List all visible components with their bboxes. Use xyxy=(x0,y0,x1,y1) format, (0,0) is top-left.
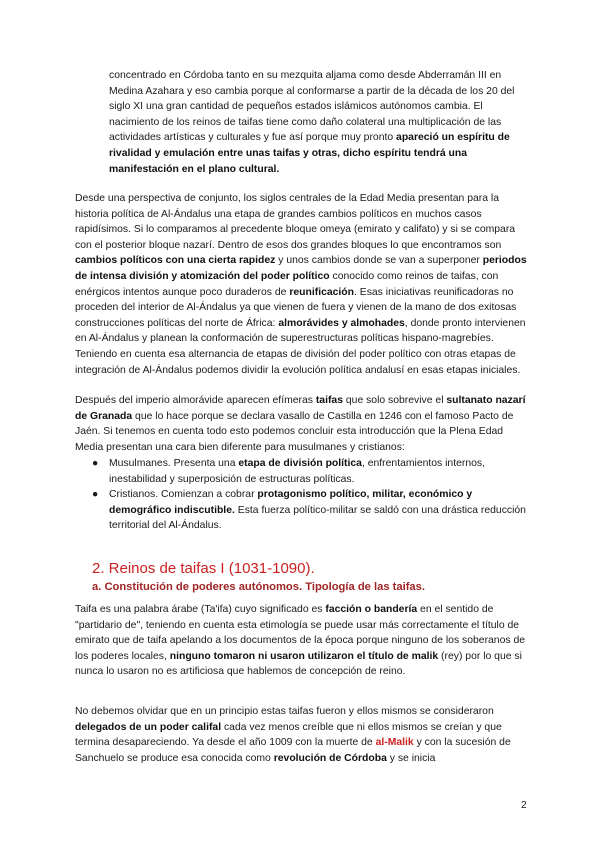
text-run: Después del imperio almorávide aparecen efímeras xyxy=(75,395,316,406)
text-run: , donde pronto intervienen en Al-Ándalus y planean la conformación de superestructuras políticas hispano-magrebíes. Teniendo en cuenta esa alternancia de etapas de división del poder político con otras etapas de integración de Al-Ándalus podemos dividir la evolución política andalusí en esas etapas iniciales. xyxy=(75,317,526,376)
section-heading: 2. Reinos de taifas I (1031-1090). xyxy=(92,560,315,577)
text-run: Esta fuerza político-militar se saldó con una drástica reducción territorial del Al-Ándalus. xyxy=(109,504,526,532)
text-run: . Esas iniciativas reunificadoras no proceden del interior de Al-Ándalus ya que vienen de fuera y vienen de la mano de dos exitosas construcciones políticas del norte de África: xyxy=(75,286,517,329)
subsection-heading: a. Constitución de poderes autónomos. Tipología de las taifas. xyxy=(92,581,425,593)
bold-run: delegados de un poder califal xyxy=(75,721,222,733)
bold-run: facción o bandería xyxy=(325,604,418,615)
bold-run: etapa de división política xyxy=(238,458,362,469)
paragraph-after-almoravid xyxy=(75,393,527,455)
text-run: Musulmanes. Presenta una xyxy=(109,458,239,469)
bold-run: apareció un espíritu de rivalidad y emulación entre unas taifas y otras, dicho espíritu tendrá una manifestación en el plano cultural. xyxy=(109,132,510,175)
bold-run: ninguno tomaron ni usaron utilizaron el título de malik xyxy=(169,650,439,662)
text-run: Cristianos. Comienzan a cobrar xyxy=(109,489,258,501)
bold-run: periodos de intensa división y atomización del poder político xyxy=(75,255,527,282)
text-run: cada vez menos creíble que ni ellos mismos se creían y que termina desapareciendo. Ya desde el año 1009 con la muerte de xyxy=(75,721,502,749)
bold-run: taifas xyxy=(315,395,343,406)
text-run: que lo hace porque se declara vasallo de Castilla en 1246 con el famoso Pacto de Jaén. Si tenemos en cuenta todo esto podemos concluir esta introducción que la Plena Edad Media presentan una cara bien diferente para musulmanes y cristianos: xyxy=(75,410,514,453)
text-run: conocido como reinos de taifas, con enérgicos intentos aunque poco duraderos de xyxy=(75,270,499,298)
paragraph-overview xyxy=(75,191,527,378)
text-run: y se inicia xyxy=(386,752,436,764)
text-run: en el sentido de "partidario de", teniendo en cuenta esta etimología se puede usar más correctamente el título de emirato que de taifa apelando a los documentos de la época porque ninguno de los soberanos de los poderes locales, xyxy=(75,604,526,662)
text-run: Desde una perspectiva de conjunto, los siglos centrales de la Edad Media presentan para la historia política de Al-Ándalus una etapa de grandes cambios políticos en muchos casos rapidísimos. Si lo comparamos al precedente bloque omeya (emirato y califato) y si se compara con el posterior bloque nazarí. Dentro de esos dos grandes bloques lo que encontramos son xyxy=(75,193,516,251)
page-number: 2 xyxy=(521,800,527,811)
bold-run: sultanato nazarí de Granada xyxy=(75,395,526,422)
bold-run: almorávides y almohades xyxy=(278,317,405,329)
list-item xyxy=(92,456,527,487)
text-run: y unos cambios donde se van a superponer xyxy=(275,255,483,267)
highlighted-run: al-Malik xyxy=(375,737,414,749)
text-run: (rey) por lo que si nunca lo usaron no es artificiosa que hablemos de concepción de reino. xyxy=(75,650,522,678)
bold-run: reunificación xyxy=(289,286,354,298)
text-run: concentrado en Córdoba tanto en su mezquita aljama como desde Abderramán III en Medina Azahara y eso cambia porque al conformarse a partir de la década de los 20 del siglo XI una gran cantidad de pequeños estados islámicos autónomos cambia. El nacimiento de los reinos de taifas tiene como daño colateral una multiplicación de las actividades artísticas y culturales y fue así porque muy pronto xyxy=(109,70,515,144)
bold-run: revolución de Córdoba xyxy=(273,752,387,764)
indented-quote-paragraph xyxy=(109,68,527,177)
list-item xyxy=(92,487,527,534)
text-run: , enfrentamientos internos, inestabilidad y superposición de estructuras políticas. xyxy=(109,458,485,485)
text-run: y con la sucesión de Sanchuelo se produce esa conocida como xyxy=(75,737,511,764)
bullet-icon: ● xyxy=(92,489,99,501)
text-run: que solo sobrevive el xyxy=(343,395,447,406)
bold-run: protagonismo político, militar, económico y demográfico indiscutible. xyxy=(109,489,473,516)
paragraph-califal-delegates xyxy=(75,704,527,766)
paragraph-taifa-definition xyxy=(75,602,527,680)
bold-run: cambios políticos con una cierta rapidez xyxy=(75,255,276,267)
bullet-list xyxy=(92,456,527,534)
bullet-icon: ● xyxy=(92,458,99,469)
text-run: Taifa es una palabra árabe (Ta'ifa) cuyo significado es xyxy=(75,604,326,615)
text-run: No debemos olvidar que en un principio estas taifas fueron y ellos mismos se consideraron xyxy=(75,706,494,717)
